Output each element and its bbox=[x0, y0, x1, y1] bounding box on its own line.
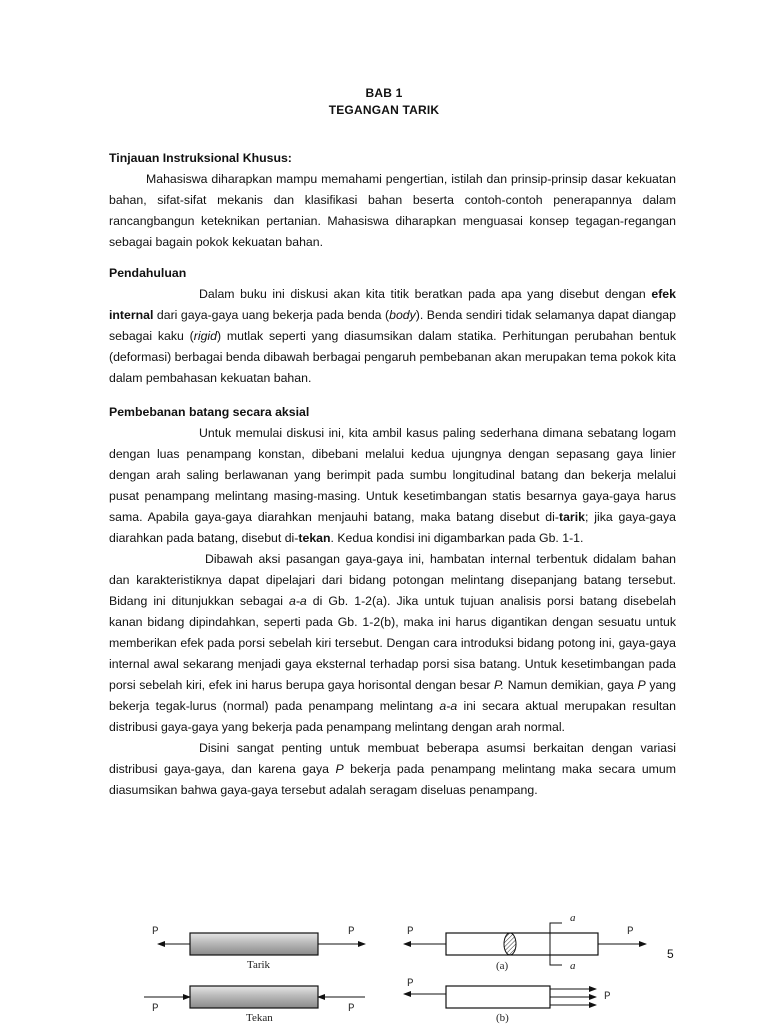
page-number: 5 bbox=[667, 947, 674, 961]
paragraph-axial-2: Dibawah aksi pasangan gaya-gaya ini, hambatan internal terbentuk didalam bahan dan karakteristiknya dapat dipelajari dari bidang potongan melintang disepanjang batang tersebut. Bidang ini ditunjukkan sebagai a-a di Gb. 1-2(a). Jika untuk tujuan analisis porsi batang disebelah kanan bidang dipindahkan, seperti pada Gb. 1-2(b), maka ini harus digantikan dengan sesuatu untuk memberikan efek pada porsi sebelah kiri tersebut. Dengan cara introduksi bidang potong ini, gaya-gaya internal awal sekarang menjadi gaya eksternal terhadap porsi sisa batang. Untuk kesetimbangan pada porsi sebelah kiri, efek ini harus berupa gaya horisontal dengan besar P. Namun demikian, gaya P yang bekerja tegak-lurus (normal) pada penampang melintang a-a ini secara aktual merupakan resultan distribusi gaya-gaya yang bekerja pada penampang melintang dengan arah normal. bbox=[109, 552, 676, 734]
force-label-p: P bbox=[152, 1003, 159, 1015]
section-label-a-top: a bbox=[570, 912, 576, 924]
bar-a bbox=[446, 933, 598, 955]
paragraph-intro: Dalam buku ini diskusi akan kita titik beratkan pada apa yang disebut dengan efek internal dari gaya-gaya uang bekerja pada benda (body). Benda sendiri tidak selamanya dapat diangap sebagai kaku (rigid) mutlak seperti yang diasumsikan dalam statika. Perhitungan perubahan bentuk (deformasi) berbagai benda dibawah berbagai pengaruh pembebanan akan merupakan tema pokok kita dalam pembahasan kekuatan bahan. bbox=[109, 287, 676, 385]
section-heading-axial: Pembebanan batang secara aksial bbox=[109, 405, 310, 419]
section-label-a-bottom: a bbox=[570, 960, 576, 972]
force-label-p: P bbox=[407, 978, 414, 990]
force-label-p: P bbox=[627, 926, 634, 938]
chapter-label: BAB 1 bbox=[365, 86, 403, 100]
force-label-p: P bbox=[348, 1003, 355, 1015]
chapter-title: TEGANGAN TARIK bbox=[328, 103, 440, 117]
term-body: body bbox=[389, 308, 416, 322]
term-tarik: tarik bbox=[558, 510, 585, 524]
term-tekan: tekan bbox=[298, 531, 331, 545]
paragraph-tik: Mahasiswa diharapkan mampu memahami pengertian, istilah dan prinsip-prinsip dasar kekuatan bahan, sifat-sifat mekanis dan klasifikasi bahan beserta contoh-contoh penerapannya dalam rancangbangun keteknikan pertanian. Mahasiswa diharapkan menguasai konsep tegagan-regangan sebagai bagain pokok kekuatan bahan. bbox=[109, 172, 676, 249]
caption-tarik: Tarik bbox=[247, 959, 271, 971]
section-figure-b bbox=[404, 986, 596, 1008]
tension-bar bbox=[190, 933, 318, 955]
caption-tekan: Tekan bbox=[246, 1012, 273, 1024]
force-label-p: P bbox=[604, 991, 611, 1003]
term-rigid: rigid bbox=[193, 329, 218, 343]
section-figure-a bbox=[404, 923, 646, 965]
compression-bar-figure bbox=[144, 986, 365, 1008]
section-heading-tik: Tinjauan Instruksional Khusus: bbox=[109, 151, 292, 165]
compression-bar bbox=[190, 986, 318, 1008]
caption-b: (b) bbox=[496, 1012, 509, 1024]
term-efek-internal: efek internal bbox=[109, 287, 676, 322]
force-label-p: P bbox=[407, 926, 414, 938]
paragraph-axial-3: Disini sangat penting untuk membuat beberapa asumsi berkaitan dengan variasi distribusi gaya-gaya, dan karena gaya P bekerja pada penampang melintang maka secara umum diasumsikan bahwa gaya-gaya tersebut adalah seragam diseluas penampang. bbox=[109, 741, 676, 797]
bar-b bbox=[446, 986, 550, 1008]
force-label-p: P bbox=[348, 926, 355, 938]
section-heading-intro: Pendahuluan bbox=[109, 266, 187, 280]
caption-a: (a) bbox=[496, 960, 509, 972]
paragraph-axial-1: Untuk memulai diskusi ini, kita ambil kasus paling sederhana dimana sebatang logam dengan luas penampang konstan, dibebani melalui kedua ujungnya dengan sepasang gaya linier dengan arah saling berlawanan yang berimpit pada sumbu longitudinal batang dan bekerja melalui pusat penampang melintang masing-masing. Untuk kesetimbangan statis besarnya gaya-gaya harus sama. Apabila gaya-gaya diarahkan menjauhi batang, maka batang disebut di-tarik; jika gaya-gaya diarahkan pada batang, disebut di-tekan. Kedua kondisi ini digambarkan pada Gb. 1-1. bbox=[109, 426, 676, 545]
force-label-p: P bbox=[152, 926, 159, 938]
tension-bar-figure bbox=[158, 933, 365, 955]
cross-section-a bbox=[504, 933, 516, 955]
